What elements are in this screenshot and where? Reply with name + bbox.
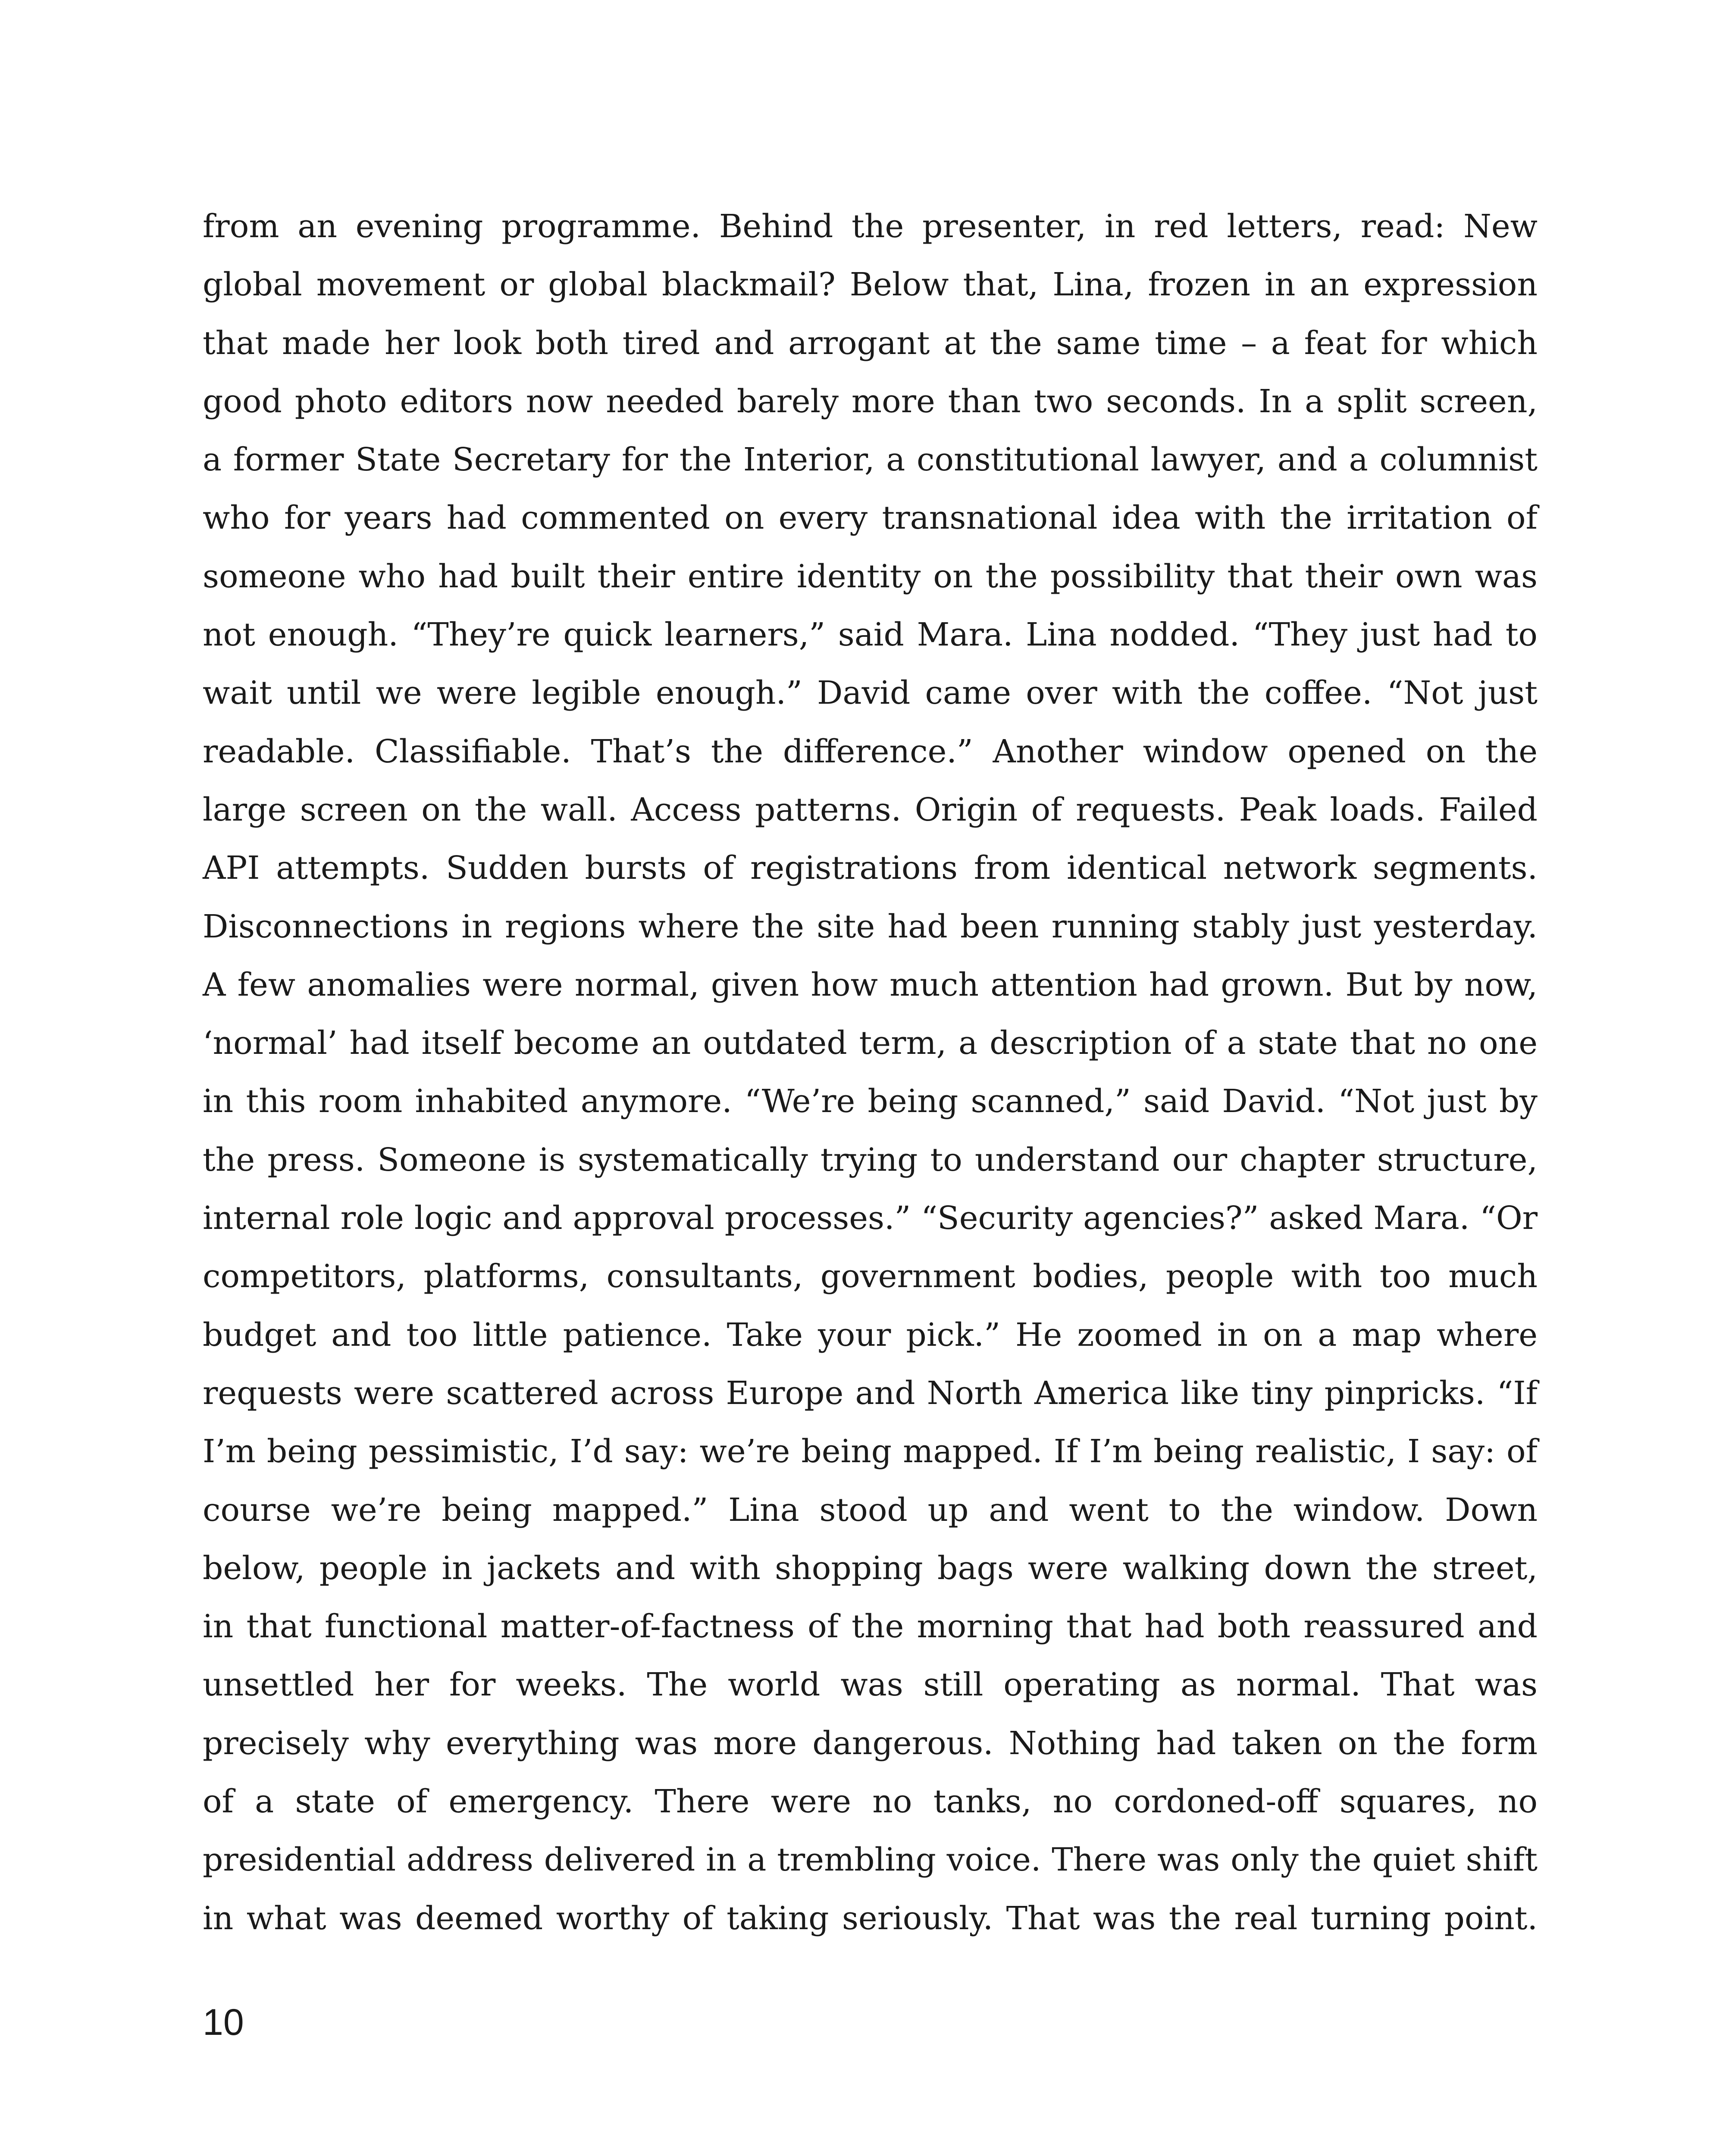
text-line: below, people in jackets and with shopping bags were walking down the street, — [203, 1549, 1538, 1587]
text-line: global movement or global blackmail? Below that, Lina, frozen in an expression — [203, 266, 1538, 304]
text-line: internal role logic and approval processes.” “Security agencies?” asked Mara. “Or — [203, 1200, 1538, 1237]
text-line: large screen on the wall. Access patterns. Origin of requests. Peak loads. Failed — [203, 791, 1538, 828]
text-line: that made her look both tired and arrogant at the same time – a feat for which — [203, 324, 1538, 362]
text-line: in what was deemed worthy of taking seriously. That was the real turning point. — [203, 1899, 1538, 1937]
text-line: the press. Someone is systematically trying to understand our chapter structure, — [203, 1141, 1538, 1178]
text-line: ‘normal’ had itself become an outdated term, a description of a state that no one — [203, 1025, 1538, 1062]
text-line: in this room inhabited anymore. “We’re being scanned,” said David. “Not just by — [203, 1083, 1538, 1120]
page-number: 10 — [203, 2002, 244, 2043]
text-line: from an evening programme. Behind the presenter, in red letters, read: New — [203, 208, 1538, 245]
text-line: course we’re being mapped.” Lina stood up and went to the window. Down — [203, 1491, 1538, 1529]
text-line: good photo editors now needed barely more than two seconds. In a split screen, — [203, 382, 1538, 420]
body-paragraph — [203, 197, 1538, 1948]
text-line: A few anomalies were normal, given how much attention had grown. But by now, — [203, 966, 1538, 1003]
text-line: Disconnections in regions where the site had been running stably just yesterday. — [203, 908, 1538, 945]
text-line: competitors, platforms, consultants, government bodies, people with too much — [203, 1258, 1538, 1295]
text-line: of a state of emergency. There were no tanks, no cordoned-off squares, no — [203, 1783, 1538, 1821]
text-line: budget and too little patience. Take your pick.” He zoomed in on a map where — [203, 1316, 1538, 1354]
text-line: who for years had commented on every transnational idea with the irritation of — [203, 499, 1538, 537]
text-line: someone who had built their entire identity on the possibility that their own was — [203, 558, 1538, 595]
text-line: presidential address delivered in a trembling voice. There was only the quiet shift — [203, 1841, 1538, 1879]
text-line: requests were scattered across Europe and North America like tiny pinpricks. “If — [203, 1374, 1538, 1412]
text-line: a former State Secretary for the Interior, a constitutional lawyer, and a columnist — [203, 441, 1538, 479]
text-line: not enough. “They’re quick learners,” said Mara. Lina nodded. “They just had to — [203, 616, 1538, 654]
text-line: in that functional matter-of-factness of the morning that had both reassured and — [203, 1608, 1538, 1645]
text-line: precisely why everything was more dangerous. Nothing had taken on the form — [203, 1724, 1538, 1762]
text-line: unsettled her for weeks. The world was still operating as normal. That was — [203, 1666, 1538, 1704]
text-line: I’m being pessimistic, I’d say: we’re being mapped. If I’m being realistic, I say: of — [203, 1433, 1538, 1470]
text-line: readable. Classifiable. That’s the difference.” Another window opened on the — [203, 733, 1538, 770]
text-line: wait until we were legible enough.” David came over with the coffee. “Not just — [203, 674, 1538, 712]
text-line: API attempts. Sudden bursts of registrations from identical network segments. — [203, 849, 1538, 887]
